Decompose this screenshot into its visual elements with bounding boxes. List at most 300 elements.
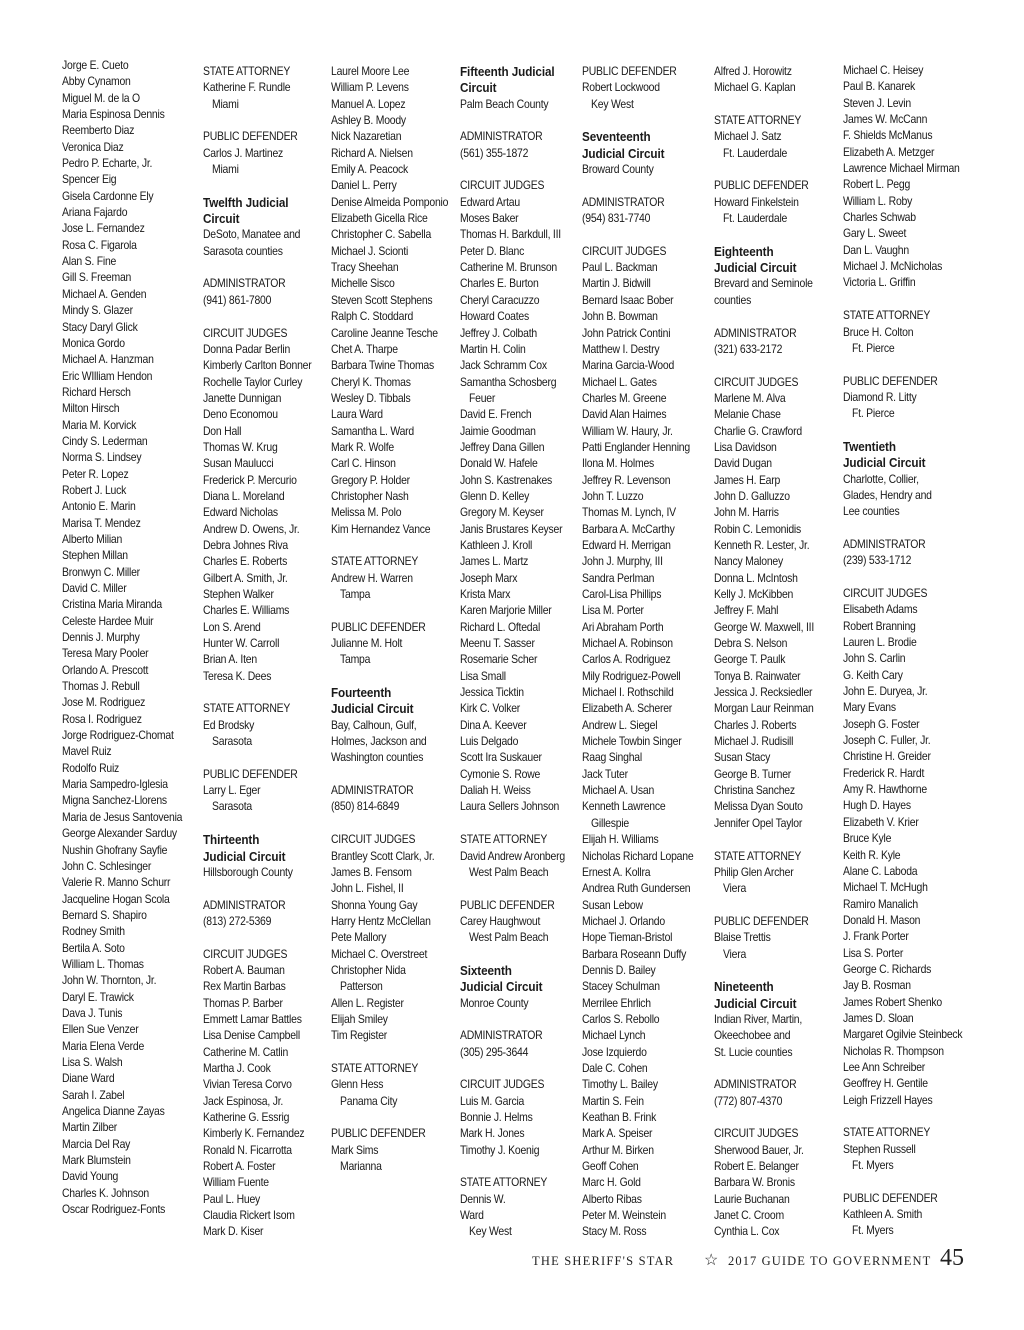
name-entry: Thomas P. Barber xyxy=(203,996,283,1010)
name-entry: Bernard S. Shapiro xyxy=(62,908,147,922)
name-entry: Laurie Buchanan xyxy=(714,1192,790,1206)
name-entry: John S. Carlin xyxy=(843,652,906,666)
name-entry: Carol-Lisa Phillips xyxy=(582,588,662,601)
name-entry: Bruce Kyle xyxy=(843,832,892,846)
name-entry: Ralph C. Stoddard xyxy=(331,310,414,324)
circuit-heading: Eighteenth xyxy=(714,243,774,259)
name-entry: Claudia Rickert Isom xyxy=(203,1209,295,1223)
name-entry: (239) 533-1712 xyxy=(843,554,912,568)
directory-column-6 xyxy=(714,64,829,1241)
name-entry: (941) 861-7800 xyxy=(203,293,272,307)
name-entry: Nicholas R. Thompson xyxy=(843,1044,944,1058)
name-entry: Cristina Maria Miranda xyxy=(62,598,163,612)
name-entry: Nick Nazaretian xyxy=(331,130,402,144)
name-entry: Rodney Smith xyxy=(62,925,125,939)
name-entry: Deno Economou xyxy=(203,408,278,422)
spacer xyxy=(714,898,829,914)
name-entry: Cheryl K. Thomas xyxy=(331,375,411,389)
spacer xyxy=(714,162,829,178)
name-entry: Kimberly K. Fernandez xyxy=(203,1127,305,1141)
spacer xyxy=(843,292,958,308)
name-entry: Michele Towbin Singer xyxy=(582,735,682,749)
role-heading: ADMINISTRATOR xyxy=(714,1078,797,1092)
name-entry: Nancy Maloney xyxy=(714,555,783,569)
role-heading: ADMINISTRATOR xyxy=(714,326,797,340)
name-entry: Geoff Cohen xyxy=(582,1160,639,1174)
city-entry: Ft. Pierce xyxy=(852,341,895,355)
name-entry: Edward Artau xyxy=(460,195,520,209)
spacer xyxy=(843,357,958,373)
name-entry: John Patrick Contini xyxy=(582,326,671,340)
name-entry: Robert E. Belanger xyxy=(714,1160,799,1174)
name-entry: Susan Lebow xyxy=(582,898,643,912)
publication-title: THE SHERIFF'S STAR xyxy=(532,1254,675,1268)
circuit-heading: Judicial Circuit xyxy=(714,995,797,1011)
name-entry: Kim Hernandez Vance xyxy=(331,522,431,536)
name-entry: Jacqueline Hogan Scola xyxy=(62,892,170,906)
name-entry: Michael A. Hanzman xyxy=(62,353,154,367)
name-entry: Veronica Diaz xyxy=(62,140,124,154)
name-entry: Manuel A. Lopez xyxy=(331,97,406,111)
spacer xyxy=(460,162,575,178)
name-entry: Barbara Roseann Duffy xyxy=(582,947,687,961)
name-entry: Jack Schramm Cox xyxy=(460,359,547,373)
spacer xyxy=(843,1174,958,1190)
role-heading: STATE ATTORNEY xyxy=(714,849,802,863)
name-entry: Howard Coates xyxy=(460,310,529,324)
name-entry: Martin Zilber xyxy=(62,1121,118,1135)
name-entry: Peter D. Blanc xyxy=(460,244,525,258)
spacer xyxy=(203,816,318,832)
name-entry: Pedro P. Echarte, Jr. xyxy=(62,157,153,171)
name-entry: Vivian Teresa Corvo xyxy=(203,1078,292,1092)
name-entry: Caroline Jeanne Tesche xyxy=(331,326,438,340)
name-entry: Paul B. Kanarek xyxy=(843,80,916,94)
name-entry: Diamond R. Litty xyxy=(843,390,917,404)
spacer xyxy=(203,113,318,129)
name-entry: Marlene M. Alva xyxy=(714,391,786,405)
name-entry: (850) 814-6849 xyxy=(331,800,400,814)
name-entry: Mark R. Wolfe xyxy=(331,440,394,454)
name-entry: Glenn Hess xyxy=(331,1078,384,1092)
name-entry: Stacy Daryl Glick xyxy=(62,320,138,334)
name-entry: Steven Scott Stephens xyxy=(331,293,433,307)
name-entry: Kathleen J. Kroll xyxy=(460,538,533,552)
name-entry: Andrea Ruth Gundersen xyxy=(582,882,691,896)
name-entry: Dina A. Keever xyxy=(460,718,527,732)
spacer xyxy=(460,1061,575,1077)
name-entry: DeSoto, Manatee and xyxy=(203,228,301,242)
name-entry: Melanie Chase xyxy=(714,408,781,422)
name-entry: Luis M. Garcia xyxy=(460,1094,525,1108)
directory-column-4 xyxy=(460,64,575,1241)
name-entry: Marisa T. Mendez xyxy=(62,516,141,530)
name-entry: Andrew H. Warren xyxy=(331,571,413,585)
name-entry: Ari Abraham Porth xyxy=(582,620,664,634)
name-entry: Timothy L. Bailey xyxy=(582,1078,658,1092)
name-entry: Jack Tuter xyxy=(582,767,628,781)
name-entry: Jose Izquierdo xyxy=(582,1045,647,1059)
name-entry: Ellen Sue Venzer xyxy=(62,1023,139,1037)
name-entry: Jeffrey Dana Gillen xyxy=(460,440,545,454)
name-entry: George Alexander Sarduy xyxy=(62,827,177,841)
spacer xyxy=(331,603,446,619)
name-entry: Elijah H. Williams xyxy=(582,833,659,847)
name-entry: Frederick P. Mercurio xyxy=(203,473,297,487)
name-entry: Christopher Nash xyxy=(331,489,409,503)
name-entry: Alan S. Fine xyxy=(62,255,117,269)
name-entry: George B. Turner xyxy=(714,767,792,781)
name-entry: Nushin Ghofrany Sayfie xyxy=(62,843,168,857)
name-entry: Bruce H. Colton xyxy=(843,325,914,339)
name-entry: Laura Ward xyxy=(331,408,383,422)
name-entry: Susan Maulucci xyxy=(203,457,274,471)
name-entry: John L. Fishel, II xyxy=(331,882,404,896)
spacer xyxy=(714,1061,829,1077)
name-entry: Steven J. Levin xyxy=(843,96,911,110)
name-entry: Jorge Rodriguez-Chomat xyxy=(62,729,174,743)
name-entry: Charles E. Williams xyxy=(203,604,290,618)
name-entry: Lawrence Michael Mirman xyxy=(843,162,960,176)
role-heading: PUBLIC DEFENDER xyxy=(331,1127,426,1141)
name-entry: Debra S. Nelson xyxy=(714,637,788,651)
name-entry: Gill S. Freeman xyxy=(62,271,132,285)
name-entry: James Robert Shenko xyxy=(843,995,942,1009)
name-entry: Antonio E. Marin xyxy=(62,500,136,514)
name-entry: George T. Paulk xyxy=(714,653,786,667)
spacer xyxy=(203,685,318,701)
name-entry: Wesley D. Tibbals xyxy=(331,391,411,405)
name-entry: Sarasota counties xyxy=(203,244,283,258)
name-entry: Daliah H. Weiss xyxy=(460,784,531,798)
name-entry: Glades, Hendry and xyxy=(843,488,932,502)
role-heading: PUBLIC DEFENDER xyxy=(714,179,809,193)
role-heading: STATE ATTORNEY xyxy=(331,555,419,569)
name-entry: Raag Singhal xyxy=(582,751,642,765)
name-entry: Gregory M. Keyser xyxy=(460,506,544,520)
city-entry: West Palm Beach xyxy=(469,865,549,879)
spacer xyxy=(331,669,446,685)
circuit-heading: Thirteenth xyxy=(203,832,260,848)
name-entry: Gisela Cardonne Ely xyxy=(62,189,154,203)
name-entry: counties xyxy=(714,293,752,307)
circuit-heading: Fifteenth Judicial xyxy=(460,64,555,79)
name-entry: Frederick R. Hardt xyxy=(843,766,925,780)
name-entry: Moses Baker xyxy=(460,212,519,226)
name-entry: Michael A. Genden xyxy=(62,287,147,301)
name-entry: Martin J. Bidwill xyxy=(582,277,651,291)
name-entry: Donald H. Mason xyxy=(843,913,921,927)
spacer xyxy=(582,178,697,194)
name-entry: Christina Sanchez xyxy=(714,784,795,798)
name-entry: Keith R. Kyle xyxy=(843,848,901,862)
name-entry: Daniel L. Perry xyxy=(331,179,397,193)
name-entry: Michael J. Satz xyxy=(714,130,782,144)
name-entry: Shonna Young Gay xyxy=(331,898,418,912)
name-entry: Morgan Laur Reinman xyxy=(714,702,814,716)
name-entry: Rosa C. Figarola xyxy=(62,238,137,252)
role-heading: STATE ATTORNEY xyxy=(460,1176,548,1190)
name-entry: Michael J. Orlando xyxy=(582,914,665,928)
name-entry: Stephen Millan xyxy=(62,549,128,563)
name-entry: Maria M. Korvick xyxy=(62,418,137,432)
name-entry: Charles J. Roberts xyxy=(714,718,797,732)
name-entry: Dennis W. xyxy=(460,1192,506,1206)
role-heading: PUBLIC DEFENDER xyxy=(582,65,677,78)
name-entry: Jeffrey F. Mahl xyxy=(714,604,779,618)
name-entry: Christopher C. Sabella xyxy=(331,228,432,242)
circuit-heading: Sixteenth xyxy=(460,962,512,978)
name-entry: Mily Rodriguez-Powell xyxy=(582,669,681,683)
name-entry: Merrilee Ehrlich xyxy=(582,996,651,1010)
city-entry: Ft. Myers xyxy=(852,1159,894,1173)
name-entry: Timothy J. Koenig xyxy=(460,1143,540,1157)
name-entry: Bronwyn C. Miller xyxy=(62,565,140,579)
name-entry: Michael G. Kaplan xyxy=(714,81,796,95)
name-entry: Glenn D. Kelley xyxy=(460,489,530,503)
name-entry: Margaret Ogilvie Steinbeck xyxy=(843,1028,963,1042)
directory-column-1 xyxy=(62,58,183,1218)
name-entry: Karen Marjorie Miller xyxy=(460,604,552,618)
role-heading: PUBLIC DEFENDER xyxy=(460,898,555,912)
role-heading: CIRCUIT JUDGES xyxy=(843,587,928,600)
name-entry: David E. French xyxy=(460,408,532,422)
name-entry: Rex Martin Barbas xyxy=(203,980,286,994)
spacer xyxy=(582,113,697,129)
spacer xyxy=(331,1110,446,1126)
name-entry: Jeffrey J. Colbath xyxy=(460,326,537,340)
circuit-heading: Judicial Circuit xyxy=(331,701,414,717)
name-entry: Amy R. Hawthorne xyxy=(843,783,927,797)
name-entry: Victoria L. Griffin xyxy=(843,276,916,290)
name-entry: Broward County xyxy=(582,163,654,177)
role-heading: ADMINISTRATOR xyxy=(203,898,286,912)
name-entry: Tim Register xyxy=(331,1029,388,1043)
name-entry: Robert J. Luck xyxy=(62,483,127,497)
name-entry: Miguel M. de la O xyxy=(62,91,140,105)
name-entry: Paul L. Backman xyxy=(582,261,658,275)
name-entry: George C. Richards xyxy=(843,962,932,976)
spacer xyxy=(714,832,829,848)
name-entry: Pete Mallory xyxy=(331,931,387,945)
name-entry: Marina Garcia-Wood xyxy=(582,359,675,373)
name-entry: Okeechobee and xyxy=(714,1029,791,1043)
name-entry: James W. McCann xyxy=(843,113,928,127)
name-entry: Milton Hirsch xyxy=(62,402,120,416)
name-entry: Michael J. Rudisill xyxy=(714,735,794,749)
city-entry: Ft. Lauderdale xyxy=(723,146,788,160)
name-entry: Charles K. Johnson xyxy=(62,1186,150,1200)
name-entry: Martin H. Colin xyxy=(460,342,526,356)
role-heading: CIRCUIT JUDGES xyxy=(460,179,545,193)
name-entry: Jaimie Goodman xyxy=(460,424,536,438)
name-entry: Scott Ira Suskauer xyxy=(460,751,542,765)
name-entry: Richard Hersch xyxy=(62,385,131,399)
name-entry: Melissa Dyan Souto xyxy=(714,800,803,814)
name-entry: Lisa Denise Campbell xyxy=(203,1029,301,1043)
name-entry: Krista Marx xyxy=(460,588,511,601)
name-entry: Hugh D. Hayes xyxy=(843,799,911,813)
role-heading: ADMINISTRATOR xyxy=(203,277,286,291)
name-entry: Charlotte, Collier, xyxy=(843,472,919,486)
spacer xyxy=(203,930,318,946)
circuit-heading: Judicial Circuit xyxy=(460,979,543,995)
name-entry: Dava J. Tunis xyxy=(62,1006,123,1020)
name-entry: Alberto Ribas xyxy=(582,1192,642,1206)
name-entry: Julianne M. Holt xyxy=(331,637,403,651)
name-entry: Susan Stacy xyxy=(714,751,771,765)
name-entry: Washington counties xyxy=(331,751,424,765)
name-entry: J. Frank Porter xyxy=(843,930,909,944)
name-entry: Teresa K. Dees xyxy=(203,669,272,683)
name-entry: Bernard Isaac Bober xyxy=(582,293,674,307)
name-entry: Sandra Perlman xyxy=(582,571,655,585)
name-entry: Keathan B. Frink xyxy=(582,1111,657,1124)
city-entry: Ft. Pierce xyxy=(852,407,895,421)
name-entry: Charles M. Greene xyxy=(582,391,667,405)
name-entry: George W. Maxwell, III xyxy=(714,620,815,634)
name-entry: John E. Duryea, Jr. xyxy=(843,685,928,699)
name-entry: John J. Murphy, III xyxy=(582,555,663,569)
spacer xyxy=(843,1109,958,1125)
name-entry: Marcia Del Ray xyxy=(62,1137,131,1151)
name-entry: Thomas H. Barkdull, III xyxy=(460,228,561,242)
name-entry: Edward H. Merrigan xyxy=(582,538,671,552)
name-entry: John T. Luzzo xyxy=(582,489,644,503)
name-entry: Richard L. Oftedal xyxy=(460,620,541,634)
name-entry: Kenneth Lawrence xyxy=(582,800,666,814)
name-entry: Norma S. Lindsey xyxy=(62,451,142,465)
spacer xyxy=(460,947,575,963)
role-heading: STATE ATTORNEY xyxy=(843,309,931,323)
name-entry: Michael L. Gates xyxy=(582,375,657,389)
name-entry: Palm Beach County xyxy=(460,97,549,111)
name-entry: Holmes, Jackson and xyxy=(331,735,427,749)
circuit-heading: Judicial Circuit xyxy=(843,455,926,471)
name-entry: Howard Finkelstein xyxy=(714,195,799,209)
city-entry: Ft. Myers xyxy=(852,1224,894,1238)
name-entry: Andrew L. Siegel xyxy=(582,718,658,732)
name-entry: Donald W. Hafele xyxy=(460,457,538,471)
name-entry: Gregory P. Holder xyxy=(331,473,410,487)
name-entry: G. Keith Cary xyxy=(843,668,903,682)
name-entry: Abby Cynamon xyxy=(62,75,131,89)
circuit-heading: Twelfth Judicial xyxy=(203,194,289,210)
city-entry: Viera xyxy=(723,882,747,896)
name-entry: F. Shields McManus xyxy=(843,129,933,143)
name-entry: Daryl E. Trawick xyxy=(62,990,134,1004)
name-entry: Janis Brustares Keyser xyxy=(460,522,563,536)
name-entry: David Alan Haimes xyxy=(582,408,667,422)
name-entry: Katherine G. Essrig xyxy=(203,1111,290,1124)
name-entry: Catherine M. Brunson xyxy=(460,261,558,275)
name-entry: Hope Tieman-Bristol xyxy=(582,931,673,945)
name-entry: Michael A. Robinson xyxy=(582,637,673,651)
role-heading: ADMINISTRATOR xyxy=(460,130,543,144)
name-entry: Alfred J. Horowitz xyxy=(714,65,792,78)
name-entry: (321) 633-2172 xyxy=(714,342,783,356)
name-entry: Maria Sampedro-Iglesia xyxy=(62,778,168,792)
name-entry: Michelle Sisco xyxy=(331,277,395,291)
name-entry: Matthew I. Destry xyxy=(582,342,660,356)
name-entry: Gilbert A. Smith, Jr. xyxy=(203,571,288,585)
name-entry: John C. Schlesinger xyxy=(62,859,152,873)
name-entry: Lisa M. Porter xyxy=(582,604,644,618)
circuit-heading: Judicial Circuit xyxy=(203,848,286,864)
spacer xyxy=(331,816,446,832)
name-entry: Charles E. Roberts xyxy=(203,555,288,569)
name-entry: William Fuente xyxy=(203,1176,269,1190)
name-entry: Diane Ward xyxy=(62,1072,115,1086)
name-entry: Robin C. Lemonidis xyxy=(714,522,802,536)
name-entry: Andrew D. Owens, Jr. xyxy=(203,522,300,536)
city-entry: Sarasota xyxy=(212,800,252,814)
name-entry: Elisabeth Adams xyxy=(843,603,918,617)
name-entry: Kathleen A. Smith xyxy=(843,1208,923,1222)
name-entry: Allen L. Register xyxy=(331,996,404,1010)
name-entry: Ramiro Manalich xyxy=(843,897,918,911)
name-entry: William L. Thomas xyxy=(62,957,144,971)
name-entry: Michael I. Rothschild xyxy=(582,686,674,700)
name-entry: Mark D. Kiser xyxy=(203,1225,264,1239)
role-heading: STATE ATTORNEY xyxy=(203,65,291,78)
spacer xyxy=(714,227,829,243)
spacer xyxy=(460,1012,575,1028)
name-entry: Migna Sanchez-Llorens xyxy=(62,794,167,808)
name-entry: Rodolfo Ruiz xyxy=(62,761,120,775)
name-entry: Michael C. Overstreet xyxy=(331,947,428,961)
spacer xyxy=(714,963,829,979)
name-entry: Christine H. Greider xyxy=(843,750,931,764)
name-entry: Stephen Walker xyxy=(203,588,274,601)
spacer xyxy=(714,97,829,113)
name-entry: Michael C. Heisey xyxy=(843,64,924,77)
name-entry: Joseph G. Foster xyxy=(843,717,920,731)
name-entry: Mindy S. Glazer xyxy=(62,304,133,318)
role-heading: STATE ATTORNEY xyxy=(203,702,291,716)
name-entry: Robert Branning xyxy=(843,619,916,633)
directory-column-7 xyxy=(843,63,963,1240)
name-entry: Thomas W. Krug xyxy=(203,440,278,454)
name-entry: (561) 355-1872 xyxy=(460,146,529,160)
name-entry: Dennis D. Bailey xyxy=(582,963,656,977)
name-entry: Samantha Schosberg xyxy=(460,375,557,389)
spacer xyxy=(331,538,446,554)
name-entry: Barbara W. Bronis xyxy=(714,1176,795,1190)
name-entry: Jessica J. Recksiedler xyxy=(714,686,813,700)
name-entry: Ronald N. Ficarrotta xyxy=(203,1143,292,1157)
spacer xyxy=(843,521,958,537)
name-entry: Cheryl Caracuzzo xyxy=(460,293,540,307)
name-entry: Elizabeth A. Metzger xyxy=(843,145,935,159)
name-entry: Rosemarie Scher xyxy=(460,653,538,667)
name-entry: John S. Kastrenakes xyxy=(460,473,553,487)
name-entry: (305) 295-3644 xyxy=(460,1045,529,1059)
name-entry: Harry Hentz McClellan xyxy=(331,914,431,928)
spacer xyxy=(460,1159,575,1175)
name-entry: Sherwood Bauer, Jr. xyxy=(714,1143,804,1157)
role-heading: CIRCUIT JUDGES xyxy=(714,1127,799,1141)
name-entry: Carey Haughwout xyxy=(460,914,541,928)
circuit-heading: Twentieth xyxy=(843,438,896,454)
name-entry: Michael J. Scionti xyxy=(331,244,409,258)
name-entry: James H. Earp xyxy=(714,473,781,487)
name-entry: Lon S. Arend xyxy=(203,620,261,634)
name-entry: William P. Levens xyxy=(331,81,409,95)
name-entry: Elijah Smiley xyxy=(331,1012,388,1026)
role-heading: PUBLIC DEFENDER xyxy=(843,374,938,388)
name-entry: Alberto Milian xyxy=(62,532,123,546)
